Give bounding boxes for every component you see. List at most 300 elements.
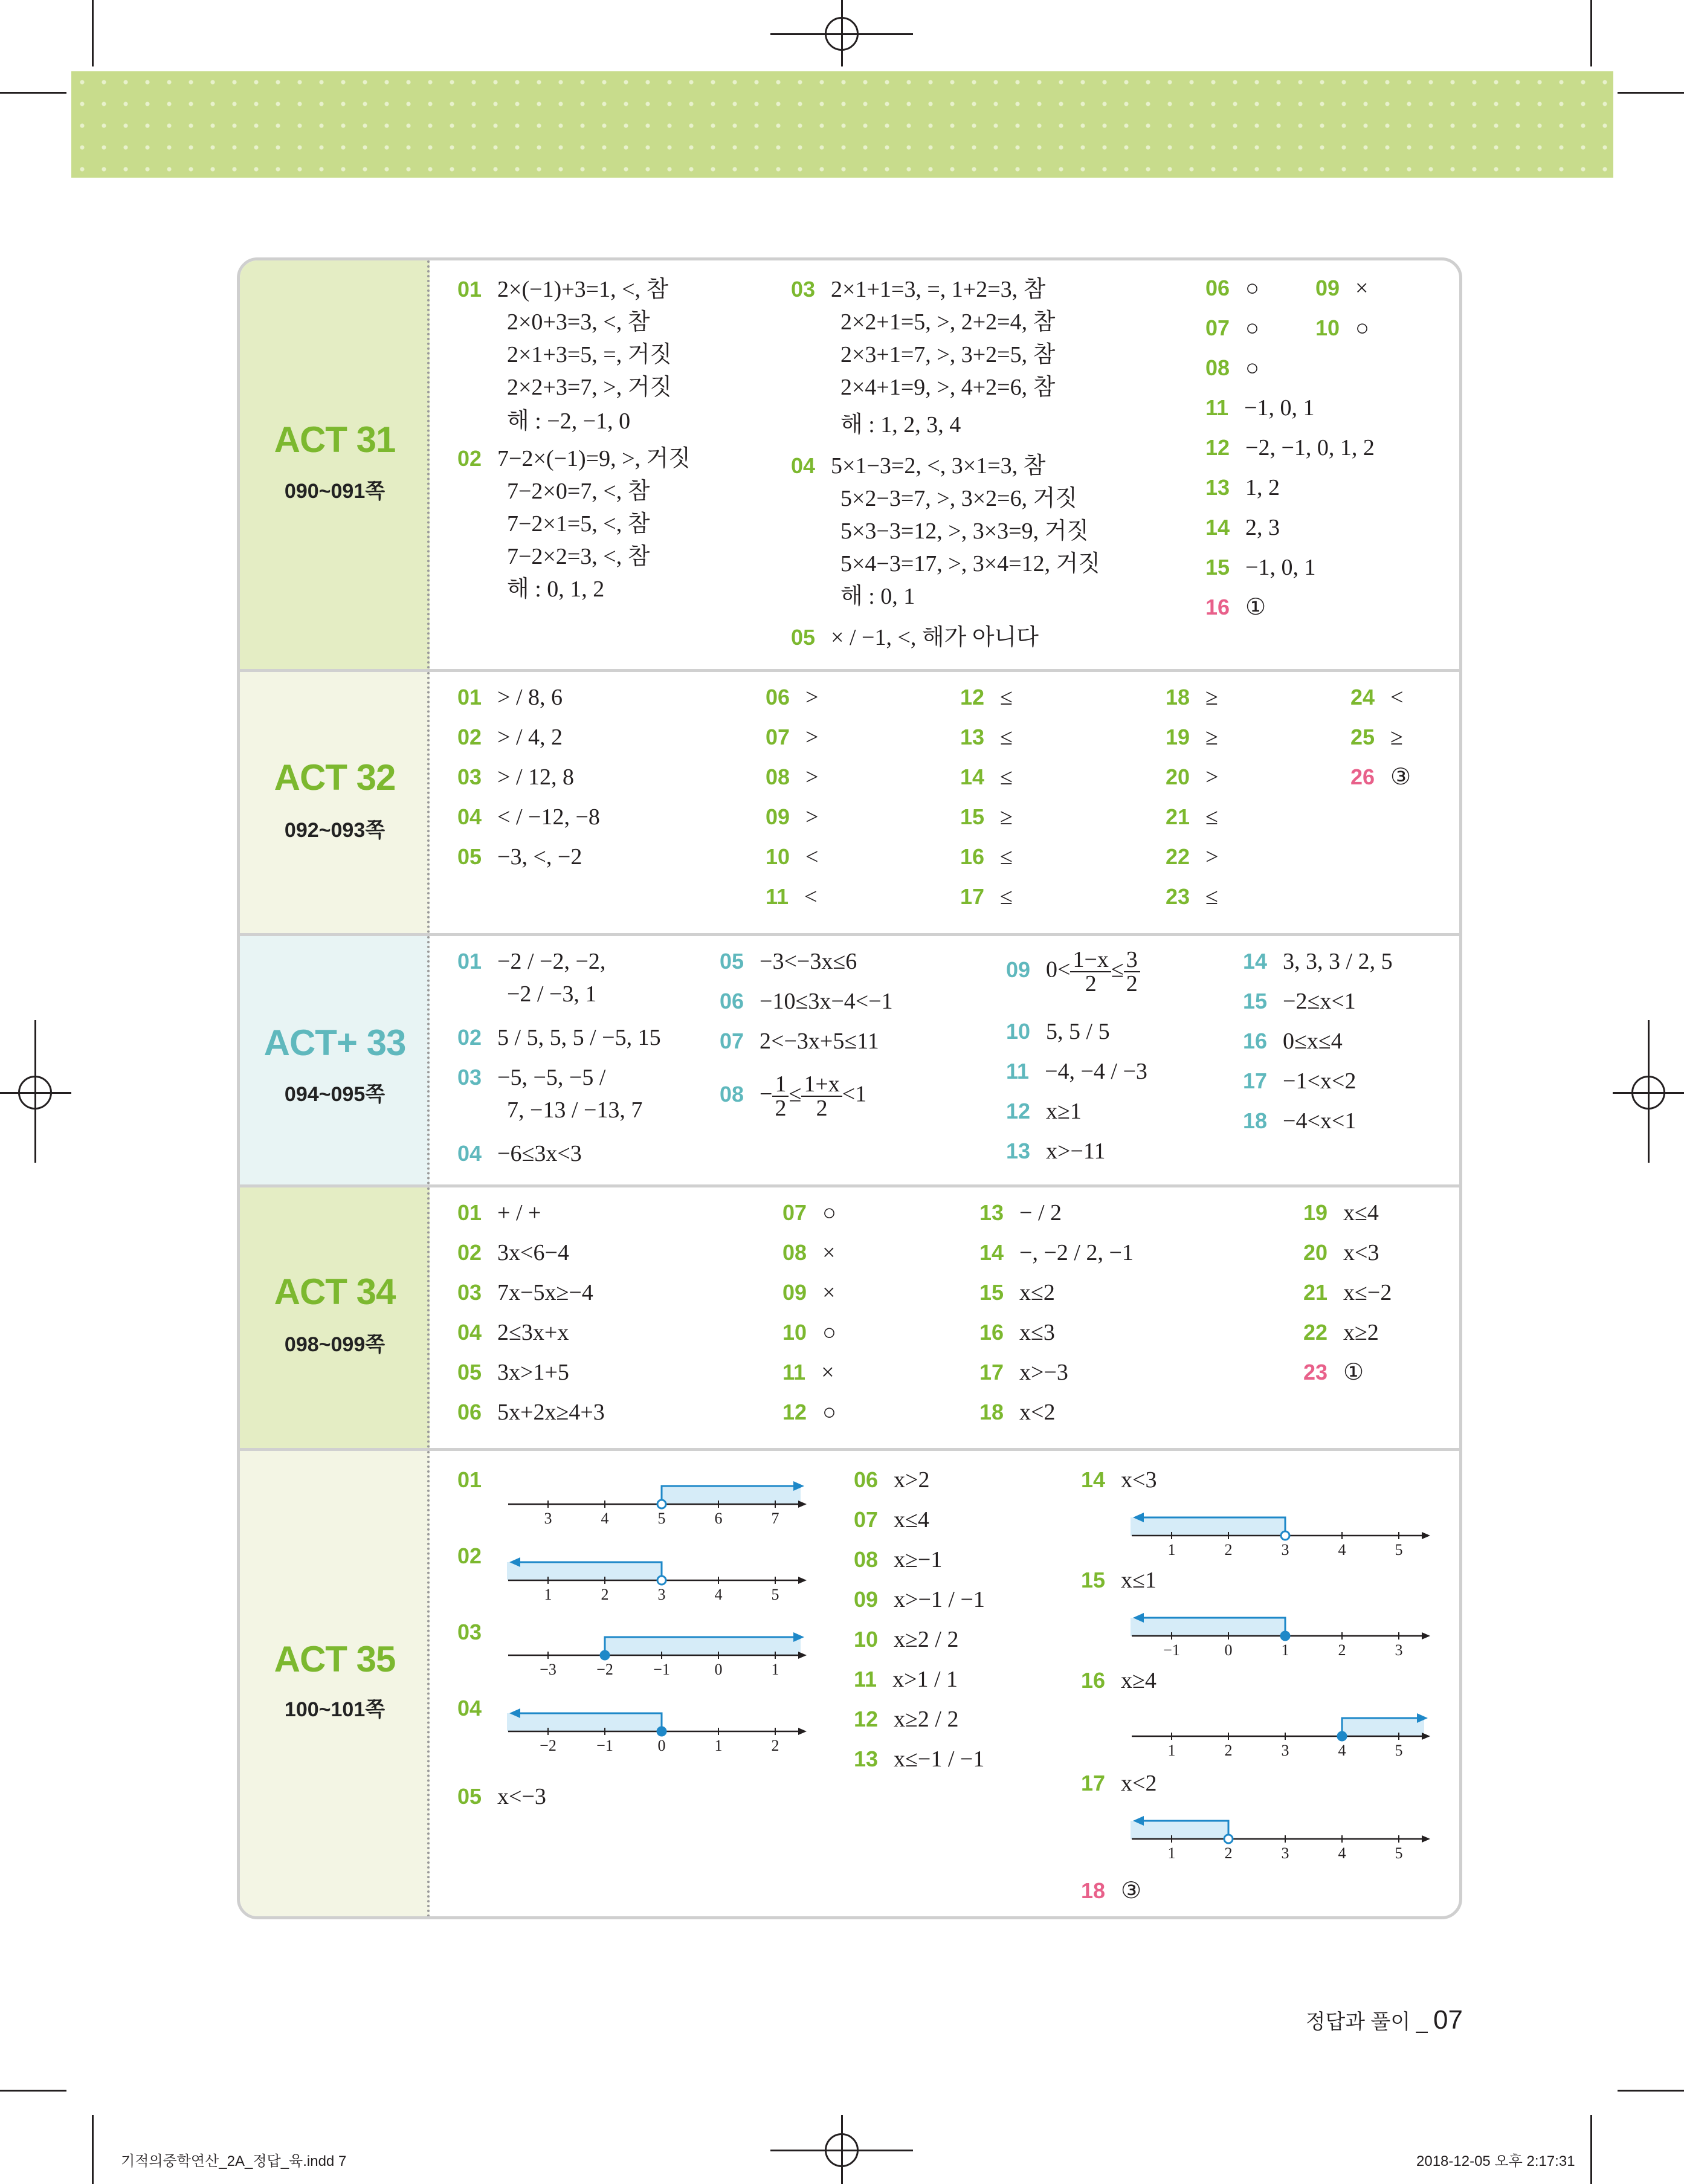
answer-item <box>1243 1065 1356 1097</box>
question-number: 11 <box>854 1667 877 1691</box>
answer-item <box>1303 1357 1364 1388</box>
question-number: 16 <box>960 844 985 869</box>
answer-item <box>791 450 1045 482</box>
question-number: 04 <box>457 1320 482 1345</box>
answer-text: > <box>805 685 819 710</box>
answer-text: 2×1+1=3, =, 1+2=3, 참 <box>831 277 1046 302</box>
act-title: ACT 35 <box>274 1639 396 1679</box>
question-number: 21 <box>1303 1280 1328 1305</box>
tick-label: 3 <box>1281 1844 1289 1862</box>
answer-item <box>766 682 818 713</box>
answer-text: × <box>822 1280 836 1305</box>
answer-text: ○ <box>1245 276 1259 301</box>
question-number: 20 <box>1166 764 1190 789</box>
question-number: 15 <box>1081 1568 1106 1592</box>
answer-text: x>−11 <box>1046 1139 1106 1164</box>
answer-text: ○ <box>1245 355 1259 381</box>
crop-mark <box>1618 2090 1684 2092</box>
answer-item <box>1303 1317 1379 1348</box>
answer-item <box>457 682 563 713</box>
answer-text: ≥ <box>1000 804 1013 830</box>
answer-text: 1, 2 <box>1245 475 1280 500</box>
answer-text: ○ <box>822 1400 836 1425</box>
answer-item <box>979 1397 1055 1428</box>
tick-label: −1 <box>653 1661 670 1678</box>
answer-text: −2, −1, 0, 1, 2 <box>1245 435 1375 460</box>
answer-item <box>782 1237 835 1268</box>
answer-text: x≤−2 <box>1343 1280 1392 1305</box>
answer-text: > <box>805 725 819 750</box>
crop-mark <box>1618 92 1684 94</box>
answer-item <box>457 1397 605 1428</box>
question-number: 14 <box>1081 1467 1106 1492</box>
tick-label: 3 <box>657 1586 666 1603</box>
question-number: 07 <box>1205 315 1230 340</box>
tick-label: 2 <box>1224 1844 1233 1862</box>
question-number: 02 <box>457 725 482 749</box>
fraction <box>801 1073 842 1120</box>
tick-label: 1 <box>544 1586 552 1603</box>
answer-text: ≤ <box>1000 685 1013 710</box>
answer-item <box>791 622 1039 653</box>
answer-text: x≥2 <box>1343 1320 1379 1345</box>
question-number: 06 <box>766 685 790 709</box>
answer-text: 5×2−3=7, >, 3×2=6, 거짓 <box>840 486 1078 511</box>
answer-item <box>782 1317 836 1348</box>
tick-label: 4 <box>1338 1742 1346 1759</box>
answer-text: × / −1, <, 해가 아니다 <box>831 625 1039 650</box>
question-number: 24 <box>1350 685 1375 709</box>
answer-item <box>1243 1105 1356 1137</box>
answer-text: −1, 0, 1 <box>1245 555 1316 580</box>
question-number: 04 <box>457 804 482 829</box>
solution-region <box>662 1486 801 1504</box>
footer-label: 정답과 풀이 _ <box>1305 2011 1434 2034</box>
answer-item <box>1081 1768 1157 1799</box>
answer-item <box>1166 682 1218 713</box>
question-number: 10 <box>782 1320 807 1345</box>
header-band <box>71 71 1613 178</box>
act32-label-cell <box>240 672 430 933</box>
answer-text: ≤ <box>1000 764 1013 790</box>
answer-item <box>1315 273 1368 304</box>
answer-item <box>1350 722 1403 753</box>
tick-label: 5 <box>657 1510 666 1527</box>
act-title: ACT+ 33 <box>263 1023 406 1063</box>
answer-item <box>457 1781 546 1812</box>
solution-region <box>605 1637 801 1655</box>
act33-row <box>240 936 1459 1187</box>
question-number: 15 <box>960 804 985 829</box>
fraction <box>772 1073 789 1120</box>
answer-text: <1 <box>842 1081 867 1107</box>
answer-item <box>457 1062 605 1093</box>
tick-label: 1 <box>714 1737 723 1754</box>
answer-item <box>1081 1665 1157 1696</box>
question-number: 08 <box>854 1547 879 1572</box>
answer-text: ○ <box>822 1200 836 1226</box>
answer-item <box>782 1277 835 1308</box>
answer-item <box>979 1237 1134 1268</box>
closed-point <box>1338 1732 1346 1740</box>
answer-item <box>457 1237 569 1268</box>
question-number: 12 <box>854 1707 879 1731</box>
answer-text: ≤ <box>1205 884 1218 909</box>
answer-item <box>1205 592 1266 623</box>
tick-label: 1 <box>1167 1541 1176 1559</box>
answer-text: 5x+2x≥4+3 <box>497 1400 605 1425</box>
answer-item <box>720 986 893 1017</box>
crop-mark <box>34 1020 36 1163</box>
answer-item <box>960 761 1013 793</box>
tick-label: 1 <box>1167 1742 1176 1759</box>
answer-text: x<−3 <box>497 1784 546 1809</box>
solution-region <box>1342 1718 1424 1736</box>
answer-item <box>457 761 574 793</box>
answer-text: ≤ <box>789 1081 802 1107</box>
answer-text: > <box>1205 844 1219 870</box>
answer-text: ≤ <box>1205 804 1218 830</box>
crop-mark <box>841 0 843 66</box>
answer-item <box>1350 682 1403 713</box>
answer-text: ≥ <box>1205 725 1218 750</box>
answer-item <box>979 1317 1055 1348</box>
open-point <box>657 1576 666 1585</box>
question-number: 10 <box>766 844 790 869</box>
answer-item <box>854 1704 958 1735</box>
question-number: 16 <box>1081 1668 1106 1693</box>
answer-item <box>1205 352 1259 384</box>
answer-item <box>1166 722 1218 753</box>
answer-text: > / 12, 8 <box>497 764 575 790</box>
answer-item <box>1205 512 1280 543</box>
answer-item <box>854 1464 929 1496</box>
question-number: 17 <box>960 884 985 909</box>
answer-text: 2≤3x+x <box>497 1320 569 1345</box>
answer-item <box>1205 273 1259 304</box>
question-number: 07 <box>720 1029 744 1053</box>
question-number: 18 <box>1166 685 1190 709</box>
answer-text: x<3 <box>1343 1240 1379 1265</box>
closed-point <box>1281 1632 1289 1640</box>
denominator: 2 <box>1126 971 1138 997</box>
tick-label: 5 <box>771 1586 779 1603</box>
answer-item <box>1006 1096 1082 1127</box>
question-number: 12 <box>782 1400 807 1424</box>
answer-text: −1<x<2 <box>1283 1068 1357 1094</box>
act-title: ACT 34 <box>274 1271 396 1312</box>
answer-text: < <box>804 884 818 909</box>
tick-label: 3 <box>1281 1742 1289 1759</box>
tick-label: 3 <box>1281 1541 1289 1559</box>
question-number: 16 <box>1243 1029 1268 1053</box>
answer-text: 5×3−3=12, >, 3×3=9, 거짓 <box>840 519 1089 544</box>
solution-region <box>1131 1618 1285 1636</box>
question-number: 16 <box>979 1320 1004 1345</box>
answer-item <box>457 1317 569 1348</box>
question-number: 01 <box>457 1467 482 1492</box>
answer-text: ≤ <box>1000 884 1013 909</box>
question-number: 19 <box>1303 1200 1328 1225</box>
answer-text: ≤ <box>1000 844 1013 870</box>
question-number: 08 <box>782 1240 807 1265</box>
answer-item <box>457 1138 582 1169</box>
answer-text: ① <box>1343 1360 1364 1385</box>
question-number: 06 <box>720 989 744 1013</box>
answer-text: 2×0+3=3, <, 참 <box>507 309 650 335</box>
answer-text: 7−2×2=3, <, 참 <box>507 544 650 569</box>
tick-label: 3 <box>544 1510 552 1527</box>
question-number: 17 <box>1081 1771 1106 1795</box>
answer-text: 2×4+1=9, >, 4+2=6, 참 <box>840 375 1056 400</box>
act33-label-cell <box>240 936 430 1184</box>
answer-text: 해 : 0, 1 <box>840 584 915 609</box>
number-line <box>1129 1810 1431 1864</box>
answer-text: > <box>805 764 819 790</box>
answer-text: ○ <box>1245 315 1259 341</box>
question-number: 15 <box>1205 555 1230 580</box>
answer-item <box>1243 986 1356 1017</box>
open-point <box>657 1500 666 1508</box>
question-number: 05 <box>457 1784 482 1809</box>
answer-text: ≥ <box>1205 685 1218 710</box>
axis-arrow-icon <box>1422 1733 1430 1740</box>
answer-item <box>854 1584 985 1615</box>
answer-text: −2≤x<1 <box>1283 989 1356 1014</box>
answer-text: x≤2 <box>1019 1280 1055 1305</box>
answer-text: x≤4 <box>894 1507 929 1533</box>
tick-label: 7 <box>771 1510 779 1527</box>
question-number: 03 <box>791 277 816 302</box>
tick-label: −2 <box>596 1661 613 1678</box>
answer-text: x>2 <box>894 1467 930 1493</box>
answer-text: x≥1 <box>1046 1099 1082 1124</box>
answer-item <box>782 1357 834 1388</box>
tick-label: 1 <box>771 1661 779 1678</box>
number-line <box>506 1551 808 1606</box>
answer-item <box>1166 841 1218 873</box>
answer-text: > / 4, 2 <box>497 725 563 750</box>
question-number: 23 <box>1303 1360 1328 1384</box>
answer-item <box>1303 1277 1392 1308</box>
answer-item <box>960 682 1013 713</box>
question-number: 06 <box>457 1400 482 1424</box>
page-footer <box>1306 2005 1463 2035</box>
answer-text: − <box>760 1081 773 1107</box>
question-number: 03 <box>457 1065 482 1090</box>
answer-item <box>1315 312 1369 344</box>
answer-item <box>457 1197 541 1229</box>
tick-label: −3 <box>540 1661 556 1678</box>
answer-text: −6≤3x<3 <box>497 1141 582 1166</box>
tick-label: 2 <box>1224 1742 1233 1759</box>
answer-text: −3, <, −2 <box>497 844 582 870</box>
question-number: 11 <box>1006 1059 1030 1084</box>
answer-text: 7, −13 / −13, 7 <box>507 1097 643 1123</box>
answer-text: 2×3+1=7, >, 3+2=5, 참 <box>840 342 1056 367</box>
answer-text: x≥−1 <box>894 1547 943 1572</box>
question-number: 23 <box>1166 884 1190 909</box>
crop-mark <box>92 0 94 66</box>
question-number: 11 <box>1205 395 1229 420</box>
answer-text: < <box>805 844 819 870</box>
question-number: 09 <box>1006 957 1031 982</box>
crop-mark <box>841 2115 843 2184</box>
answer-item <box>1243 1026 1343 1057</box>
act35-row <box>240 1451 1459 1919</box>
answer-text: 2×1+3=5, =, 거짓 <box>507 342 673 367</box>
question-number: 16 <box>1205 595 1230 619</box>
tick-label: 0 <box>1224 1641 1233 1659</box>
answer-text: −4, −4 / −3 <box>1045 1059 1147 1084</box>
answer-item <box>1205 432 1375 464</box>
open-point <box>1224 1835 1233 1843</box>
number-line <box>506 1475 808 1530</box>
tick-label: 5 <box>1395 1742 1403 1759</box>
fraction <box>1070 948 1111 995</box>
question-number: 19 <box>1166 725 1190 749</box>
answer-item <box>720 1026 879 1057</box>
question-number: 13 <box>979 1200 1004 1225</box>
crop-mark <box>0 92 66 94</box>
answer-item <box>960 881 1013 913</box>
question-number: 07 <box>766 725 790 749</box>
question-number: 13 <box>1205 475 1230 500</box>
numerator: 1 <box>772 1073 789 1097</box>
act-pages: 090~091쪽 <box>284 480 386 503</box>
answer-item <box>457 1540 497 1572</box>
answer-text: 2×(−1)+3=1, <, 참 <box>497 277 669 302</box>
question-number: 20 <box>1303 1240 1328 1265</box>
open-point <box>1281 1531 1289 1540</box>
answer-item <box>854 1743 984 1775</box>
question-number: 02 <box>457 1025 482 1050</box>
question-number: 03 <box>457 1280 482 1305</box>
tick-label: 6 <box>714 1510 723 1527</box>
answer-text: 2<−3x+5≤11 <box>760 1029 879 1054</box>
answer-text: 해 : 0, 1, 2 <box>507 577 605 602</box>
answer-text: x<3 <box>1121 1467 1157 1493</box>
answer-item <box>782 1397 836 1428</box>
act-pages: 094~095쪽 <box>284 1083 386 1106</box>
number-line <box>506 1702 808 1757</box>
answer-text: > / 8, 6 <box>497 685 563 710</box>
answer-item <box>1081 1875 1141 1907</box>
tick-label: 5 <box>1395 1541 1403 1559</box>
answer-text: −4<x<1 <box>1283 1108 1357 1134</box>
act31-row <box>240 260 1459 672</box>
act-pages: 100~101쪽 <box>284 1698 386 1721</box>
question-number: 01 <box>457 1200 482 1225</box>
answer-item <box>457 801 600 833</box>
answer-item <box>782 1197 836 1229</box>
question-number: 01 <box>457 277 482 302</box>
answer-item <box>457 1464 497 1496</box>
answer-text: 7x−5x≥−4 <box>497 1280 593 1305</box>
question-number: 05 <box>791 625 816 650</box>
tick-label: −2 <box>540 1737 556 1754</box>
act-title: ACT 32 <box>274 757 396 798</box>
number-line <box>1129 1507 1431 1561</box>
question-number: 09 <box>782 1280 807 1305</box>
question-number: 15 <box>979 1280 1004 1305</box>
question-number: 04 <box>457 1141 482 1166</box>
answer-text: − / 2 <box>1019 1200 1062 1226</box>
tick-label: 2 <box>771 1737 779 1754</box>
number-line <box>506 1626 808 1681</box>
question-number: 13 <box>960 725 985 749</box>
axis-arrow-icon <box>1422 1632 1430 1640</box>
answer-text: 7−2×(−1)=9, >, 거짓 <box>497 446 691 471</box>
act-pages: 092~093쪽 <box>284 819 386 842</box>
answer-item <box>720 1073 866 1120</box>
tick-label: 4 <box>601 1510 609 1527</box>
question-number: 14 <box>1243 949 1268 974</box>
answer-text: ≥ <box>1390 725 1403 750</box>
answer-text: 3x>1+5 <box>497 1360 569 1385</box>
answer-item <box>457 1277 593 1308</box>
act34-row <box>240 1187 1459 1451</box>
crop-mark <box>1648 1020 1650 1163</box>
question-number: 05 <box>457 844 482 869</box>
answer-item <box>766 801 818 833</box>
question-number: 05 <box>457 1360 482 1384</box>
question-number: 02 <box>457 1543 482 1568</box>
question-number: 08 <box>720 1081 744 1107</box>
answer-text: 3, 3, 3 / 2, 5 <box>1283 949 1393 974</box>
question-number: 14 <box>1205 515 1230 540</box>
act35-label-cell <box>240 1451 430 1919</box>
numerator: 3 <box>1124 948 1140 972</box>
solution-region <box>1131 1821 1228 1839</box>
axis-arrow-icon <box>798 1652 807 1659</box>
tick-label: 4 <box>714 1586 723 1603</box>
answer-item <box>1303 1237 1379 1268</box>
question-number: 08 <box>1205 355 1230 380</box>
numerator: 1+x <box>801 1073 842 1097</box>
answer-text: ≤ <box>1111 957 1124 983</box>
axis-arrow-icon <box>798 1728 807 1735</box>
answer-item <box>960 801 1013 833</box>
answer-text: x≥4 <box>1121 1668 1157 1693</box>
answer-item <box>1166 801 1218 833</box>
question-number: 18 <box>1243 1108 1268 1133</box>
tick-label: 4 <box>1338 1844 1346 1862</box>
act34-label-cell <box>240 1187 430 1448</box>
question-number: 17 <box>979 1360 1004 1384</box>
question-number: 12 <box>1006 1099 1031 1123</box>
answer-item <box>1166 881 1218 913</box>
question-number: 14 <box>979 1240 1004 1265</box>
answer-item <box>854 1664 958 1695</box>
answer-item <box>854 1624 958 1655</box>
answer-item <box>960 722 1013 753</box>
question-number: 22 <box>1303 1320 1328 1345</box>
closed-point <box>601 1651 609 1659</box>
answer-item <box>1166 761 1218 793</box>
answer-item <box>791 274 1045 305</box>
question-number: 18 <box>979 1400 1004 1424</box>
answer-item <box>1081 1565 1157 1596</box>
question-number: 18 <box>1081 1878 1106 1903</box>
answer-text: x>1 / 1 <box>892 1667 958 1692</box>
question-number: 10 <box>854 1627 879 1652</box>
answer-text: 0< <box>1046 957 1071 983</box>
tick-label: 1 <box>1167 1844 1176 1862</box>
tick-label: 5 <box>1395 1844 1403 1862</box>
act31-label-cell <box>240 260 430 669</box>
answer-item <box>766 761 818 793</box>
